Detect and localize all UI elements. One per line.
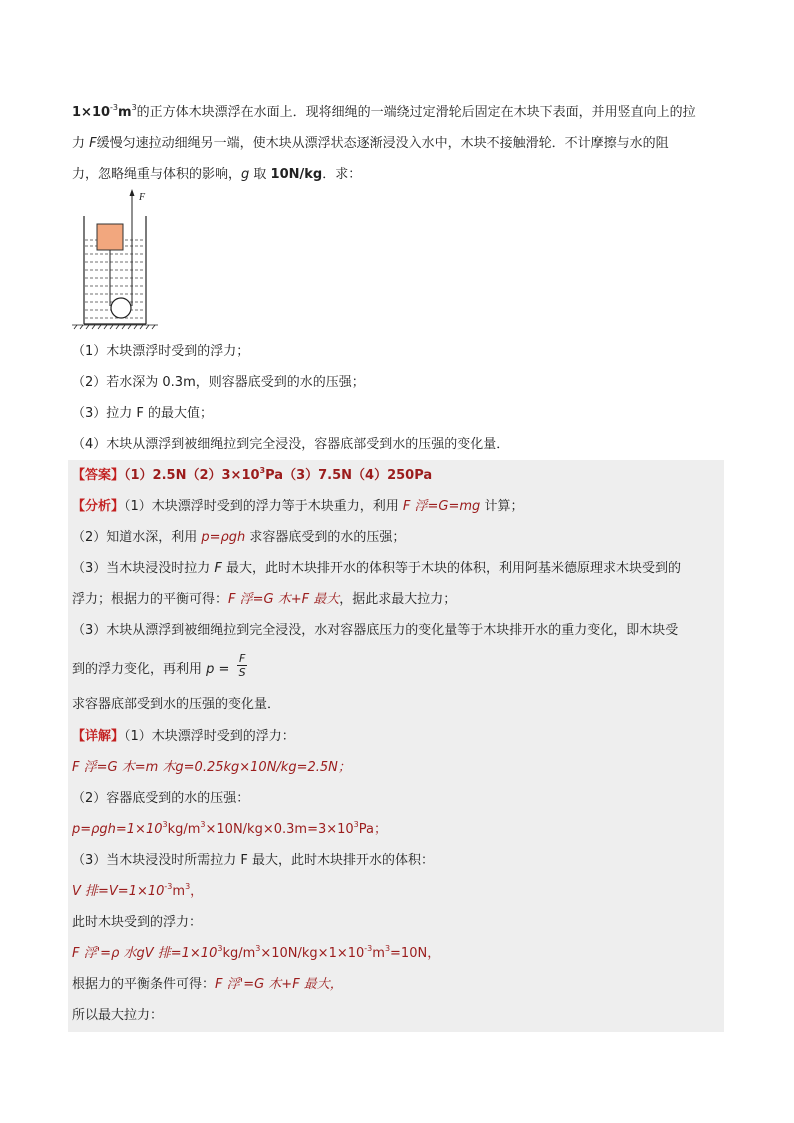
question-3: （3）拉力 F 的最大值； [72, 406, 214, 421]
answer-exponent: 3 [259, 465, 266, 475]
problem-text-1: 的正方体木块漂浮在水面上．现将细绳的一端绕过定滑轮后固定在木块下表面，并用竖直向上的拉 [136, 105, 696, 120]
volume-calc-exp-1: -3 [164, 881, 173, 891]
analysis-text-3b: 最大，此时木块排开水的体积等于木块的体积，利用阿基米德原理求木块受到的 [221, 561, 682, 576]
pulley-container-figure [70, 188, 160, 333]
force-symbol-2: F [214, 561, 222, 576]
analysis-text-2a: （2）知道水深，利用 [72, 530, 202, 545]
volume-unit: m [118, 105, 132, 120]
analysis-line-6 [72, 661, 229, 679]
detail-line-7: 此时木块受到的浮力： [72, 915, 203, 930]
wooden-block [97, 224, 123, 250]
volume-calc-exp-2: 3 [185, 881, 191, 891]
detail-line-9 [72, 976, 343, 994]
detail-line-10: 所以最大拉力： [72, 1008, 164, 1023]
pressure-calc-d: Pa； [358, 822, 387, 837]
analysis-tag: 【分析】 [72, 499, 125, 514]
buoyancy-calc-d: m [372, 946, 385, 961]
problem-text-3a: 力，忽略绳重与体积的影响， [72, 167, 242, 182]
question-2: （2）若水深为 0.3m，则容器底受到的水的压强； [72, 375, 365, 390]
force-arrow-icon [130, 189, 135, 196]
equals-sign: = [214, 662, 230, 677]
problem-line-1 [72, 104, 696, 122]
analysis-text-1b: 计算； [480, 499, 524, 514]
buoyancy-calc-b: kg/m [222, 946, 256, 961]
analysis-line-1 [72, 498, 523, 516]
pulley [111, 298, 131, 318]
problem-text-3c: ．求： [322, 167, 362, 182]
ground-hatching [72, 325, 158, 329]
buoyancy-calc-a: F 浮'=ρ 水gV 排=1×10 [72, 946, 218, 961]
buoyancy-calc-exp-1: 3 [217, 943, 223, 953]
buoyancy-formula: F 浮=G=mg [402, 499, 481, 514]
answer-part-1: （1）2.5N（2）3×10 [124, 468, 260, 483]
pressure-calc-a: p=ρgh=1×10 [72, 822, 163, 837]
volume-calc-b: m [172, 884, 186, 899]
detail-line-1 [72, 728, 295, 746]
analysis-text-2b: 求容器底受到的水的压强； [245, 530, 406, 545]
problem-text-2a: 力 [72, 136, 90, 151]
analysis-text-6a: 到的浮力变化，再利用 [72, 662, 207, 677]
problem-text-3b: 取 [249, 167, 271, 182]
question-1: （1）木块漂浮时受到的浮力； [72, 344, 250, 359]
problem-line-2 [72, 135, 669, 153]
pressure-calc-exp-3: 3 [353, 819, 359, 829]
force-symbol: F [89, 136, 97, 151]
question-4: （4）木块从漂浮到被细绳拉到完全浸没，容器底部受到水的压强的变化量． [72, 437, 510, 452]
analysis-line-4 [72, 591, 456, 609]
balance-formula: F 浮=G 木+F 最大 [228, 592, 340, 607]
fraction-denominator: S [238, 666, 246, 679]
detail-line-8 [72, 945, 440, 963]
analysis-line-7: 求容器底部受到水的压强的变化量． [72, 697, 281, 712]
volume-value: 1×10 [72, 105, 111, 120]
answer-part-2: Pa（3）7.5N（4）250Pa [265, 468, 433, 483]
pressure-calc-b: kg/m [167, 822, 201, 837]
buoyancy-calc-exp-3: -3 [364, 943, 373, 953]
pressure-formula: p=ρgh [201, 530, 246, 545]
detail-text-1: （1）木块漂浮时受到的浮力： [124, 729, 295, 744]
analysis-line-3 [72, 560, 681, 578]
pressure-symbol: p [206, 662, 215, 677]
detail-tag: 【详解】 [72, 729, 125, 744]
analysis-text-4a: 浮力；根据力的平衡可得： [72, 592, 229, 607]
analysis-line-2 [72, 529, 405, 547]
volume-unit-exponent: 3 [131, 102, 137, 112]
pressure-calc-c: ×10N/kg×0.3m=3×10 [205, 822, 354, 837]
balance-formula-2: F 浮'=G 木+F 最大， [215, 977, 343, 992]
volume-calc-a: V 排=V=1×10 [72, 884, 165, 899]
analysis-line-5: （3）木块从漂浮到被细绳拉到完全浸没，水对容器底压力的变化量等于木块排开水的重力变化，即木块受 [72, 623, 679, 638]
detail-line-4 [72, 821, 387, 839]
problem-line-3 [72, 166, 361, 184]
detail-line-2: F 浮=G 木=m 木g=0.25kg×10N/kg=2.5N； [72, 760, 351, 775]
answer-line [72, 467, 432, 485]
gravity-symbol: g [241, 167, 250, 182]
buoyancy-calc-exp-4: 3 [384, 943, 391, 953]
problem-text-2b: 缓慢匀速拉动细绳另一端，使木块从漂浮状态逐渐浸没入水中，木块不接触滑轮．不计摩擦与水的阻 [96, 136, 669, 151]
volume-calc-c: ， [190, 884, 204, 899]
buoyancy-calc-exp-2: 3 [255, 943, 261, 953]
pressure-fraction [237, 652, 247, 679]
fraction-numerator: F [239, 652, 246, 665]
buoyancy-calc-e: =10N， [390, 946, 441, 961]
detail-line-6 [72, 883, 203, 901]
analysis-text-4b: ，据此求最大拉力； [339, 592, 457, 607]
gravity-value: 10N/kg [270, 167, 323, 182]
analysis-text-1a: （1）木块漂浮时受到的浮力等于木块重力，利用 [124, 499, 403, 514]
volume-exponent: -3 [110, 102, 119, 112]
detail-line-5: （3）当木块浸没时所需拉力 F 最大，此时木块排开水的体积： [72, 853, 435, 868]
detail-text-9a: 根据力的平衡条件可得： [72, 977, 216, 992]
pressure-calc-exp-2: 3 [200, 819, 206, 829]
detail-line-3: （2）容器底受到的水的压强： [72, 791, 250, 806]
answer-tag: 【答案】 [72, 468, 125, 483]
analysis-text-3a: （3）当木块浸没时拉力 [72, 561, 215, 576]
buoyancy-calc-c: ×10N/kg×1×10 [260, 946, 365, 961]
force-label: F [139, 192, 146, 203]
pressure-calc-exp-1: 3 [162, 819, 168, 829]
